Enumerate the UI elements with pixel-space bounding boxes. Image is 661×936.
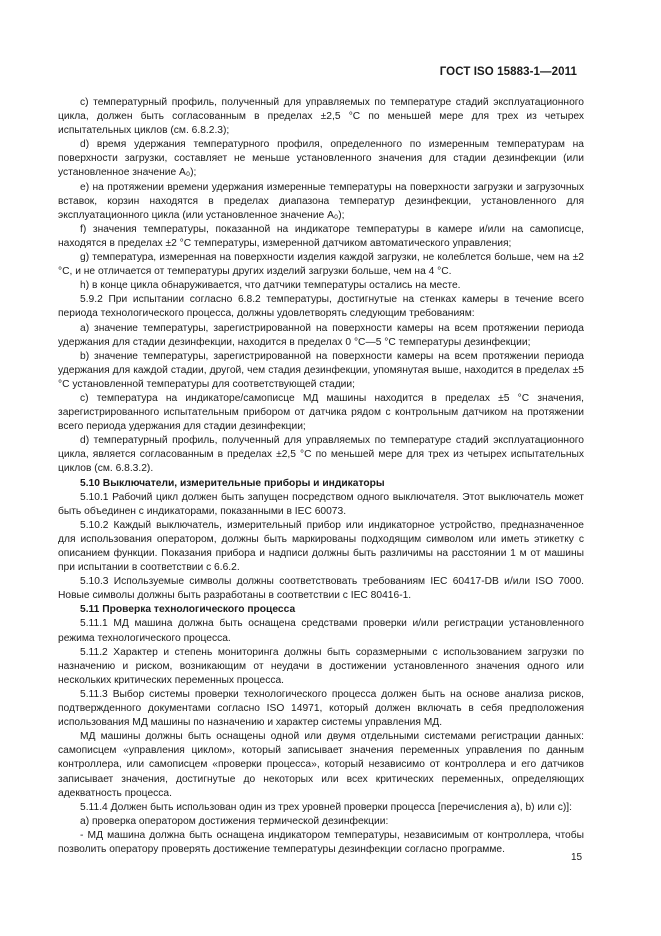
clause-5-11-1: 5.11.1 МД машина должна быть оснащена средствами проверки и/или регистрации установленного режима технологического процесса. [58, 618, 584, 644]
clause-5-11-3: 5.11.3 Выбор системы проверки технологического процесса должен быть на основе анализа рисков, подтвержденного документами согласно ISO 14971, который должен включать в себя предположения использования МД машины по назначению и характер системы управления МД. [58, 688, 584, 729]
clause-5-11-2: 5.11.2 Характер и степень мониторинга должны быть соразмерными с использованием загрузки по назначению и риском, возникающим от неудачи в достижении установленного значения одного или нескольких критических переменных процесса. [58, 646, 584, 686]
item-f: f) значения температуры, показанной на индикаторе температуры в камере и/или на самописце, находятся в пределах ±2 °С температуры, измеренной датчиком автоматического управления; [58, 223, 584, 249]
standard-code-header: ГОСТ ISO 15883-1—2011 [439, 66, 577, 78]
item-e: e) на протяжении времени удержания измеренные температуры на поверхности загрузки и загрузочных вставок, корзин находятся в пределах диапазона температур дезинфекции, установленного для эксплуатационного цикла (или установленное значение A₀); [58, 181, 584, 221]
clause-5-10-3: 5.10.3 Используемые символы должны соответствовать требованиям IEC 60417-DB и/или ISO 7000. Новые символы должны быть разработаны в соответствии с IEC 80416-1. [58, 576, 584, 602]
clause-5-11-4: 5.11.4 Должен быть использован один из трех уровней проверки процесса [перечисления а), b) или с)]: [80, 801, 572, 813]
paragraph-recorders: МД машины должны быть оснащены одной или двумя отдельными системами регистрации данных: самописцем «управления циклом», который записывает значения переменных управления по данным контроллера, или самописцем «проверки процесса», который независимо от контроллера и его датчиков записывает значения, достигнутые до некоторых или всех критических переменных, определяющих адекватность процесса. [58, 731, 584, 799]
item-g: g) температура, измеренная на поверхности изделия каждой загрузки, не колеблется больше, чем на ±2 °С, и не отличается от температуры других изделий загрузки больше, чем на 4 °С. [58, 252, 584, 278]
page-number: 15 [571, 852, 583, 863]
dash-item: - МД машина должна быть оснащена индикатором температуры, независимым от контроллера, чтобы позволить оператору проверять достижение температуры дезинфекции согласно программе. [58, 829, 584, 855]
clause-5-10-1: 5.10.1 Рабочий цикл должен быть запущен посредством одного выключателя. Этот выключатель может быть объединен с индикаторами, показанными в IEC 60073. [58, 491, 584, 517]
item-h: h) в конце цикла обнаруживается, что датчики температуры остались на месте. [80, 280, 461, 292]
item-b: b) значение температуры, зарегистрированной на поверхности камеры на всем протяжении периода удержания для каждой стадии, другой, чем стадия дезинфекции, упомянутая выше, находится в пределах ±5 °С установленной температуры для соответствующей стадии; [58, 350, 584, 390]
body-text [58, 96, 584, 857]
section-heading-5-11: 5.11 Проверка технологического процесса [80, 604, 296, 616]
item-a-3: a) проверка оператором достижения термической дезинфекции: [80, 815, 389, 827]
item-a: a) значение температуры, зарегистрированной на поверхности камеры на всем протяжении периода удержания для стадии дезинфекции, находится в пределах 0 °С—5 °С температуры дезинфекции; [58, 322, 584, 348]
clause-5-9-2: 5.9.2 При испытании согласно 6.8.2 температуры, достигнутые на стенках камеры в течение всего периода технологического процесса, должны удовлетворять следующим требованиям: [58, 294, 584, 320]
section-heading-5-10: 5.10 Выключатели, измерительные приборы и индикаторы [80, 477, 385, 489]
item-c: с) температурный профиль, полученный для управляемых по температуре стадий эксплуатационного цикла, должен быть согласованным в пределах ±2,5 °С по меньшей мере для трех из четырех испытательных циклов (см. 6.8.2.3); [58, 97, 584, 137]
item-c-2: c) температура на индикаторе/самописце МД машины находится в пределах ±5 °С значения, зарегистрированного испытательным прибором от датчика рядом с контрольным датчиком на протяжении всего периода удержания для стадии дезинфекции; [58, 392, 584, 433]
clause-5-10-2: 5.10.2 Каждый выключатель, измерительный прибор или индикаторное устройство, предназначенное для использования оператором, должны быть маркированы подходящим символом или иметь этикетку с описанием функции. Показания прибора и надписи должны быть различимы на расстоянии 1 м от машины при испытании в соответствии с 6.6.2. [58, 519, 584, 574]
item-d-2: d) температурный профиль, полученный для управляемых по температуре стадий эксплуатационного цикла, является согласованным в пределах ±2,5 °С по меньшей мере для трех из четырех испытательных циклов (см. 6.8.3.2). [58, 435, 584, 475]
item-d: d) время удержания температурного профиля, определенного по измеренным температурам на поверхности загрузки, составляет не меньше установленного значения для стадии дезинфекции (или установленное значение A₀); [58, 139, 584, 179]
